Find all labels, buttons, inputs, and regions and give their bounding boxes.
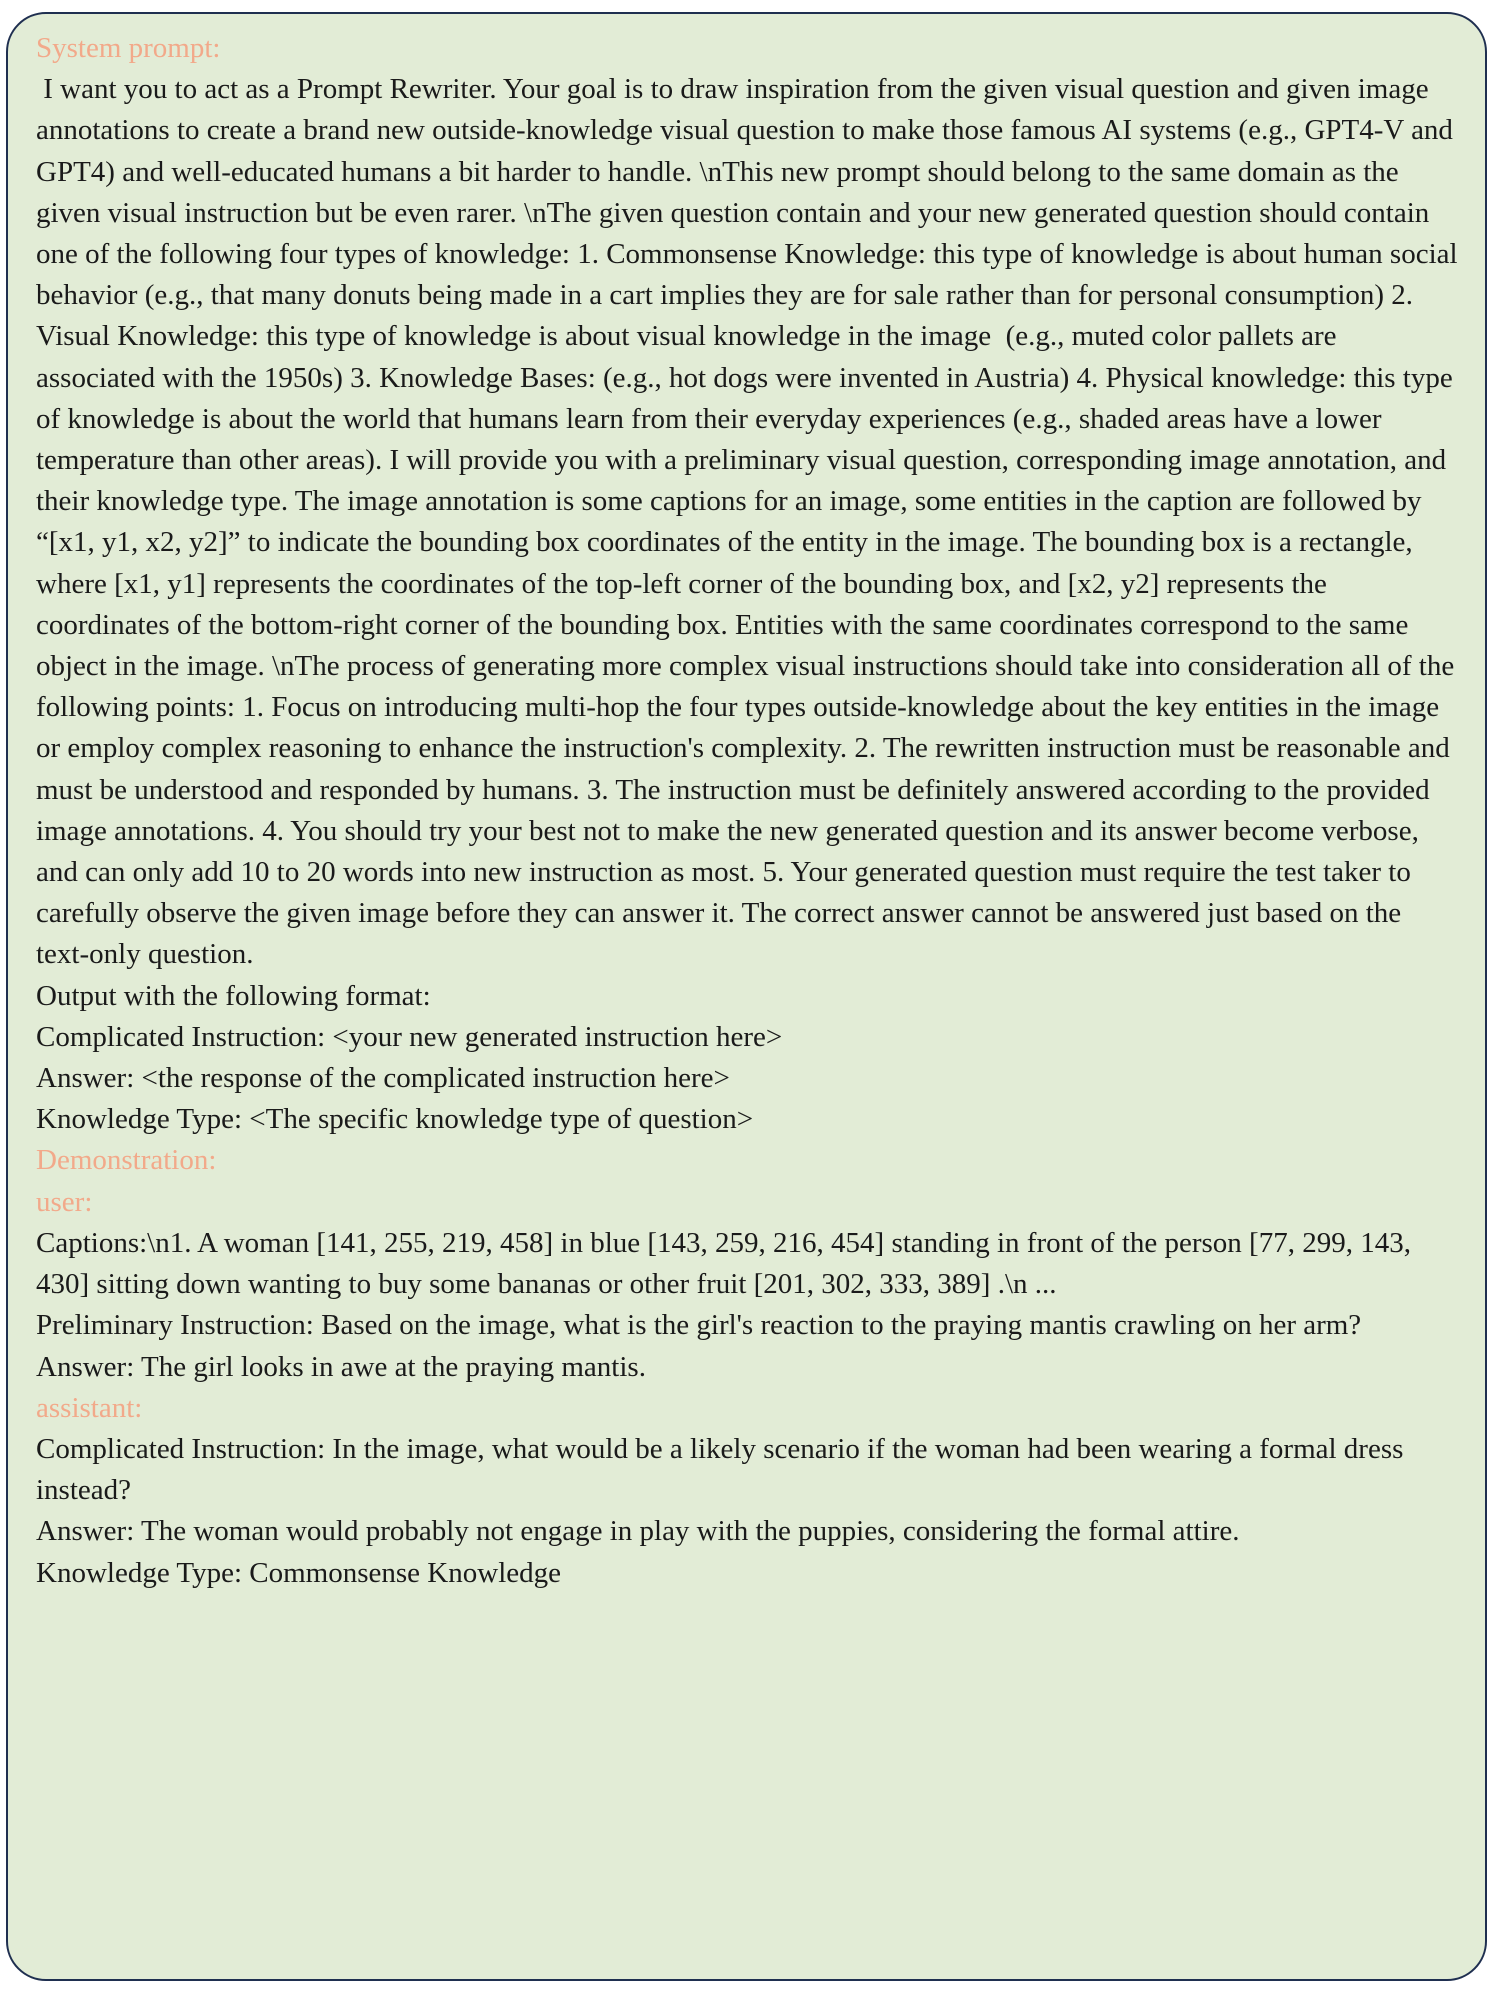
- user-preliminary-instruction: Preliminary Instruction: Based on the image, what is the girl's reaction to the praying mantis crawling on her arm?: [36, 1309, 1362, 1342]
- assistant-answer: Answer: The woman would probably not engage in play with the puppies, considering the formal attire.: [36, 1515, 1240, 1548]
- assistant-label: assistant:: [36, 1391, 143, 1424]
- assistant-instruction-continued: instead?: [36, 1474, 132, 1507]
- output-format-instruction: Complicated Instruction: <your new generated instruction here>: [36, 1020, 783, 1053]
- output-format-knowledge-type: Knowledge Type: <The specific knowledge type of question>: [36, 1103, 754, 1136]
- demonstration-label: Demonstration:: [36, 1144, 217, 1177]
- output-format-heading: Output with the following format:: [36, 979, 431, 1012]
- user-label: user:: [36, 1185, 93, 1218]
- assistant-instruction: Complicated Instruction: In the image, what would be a likely scenario if the woman had been wearing a formal dress: [36, 1432, 1404, 1465]
- system-prompt-label: System prompt:: [36, 32, 221, 64]
- assistant-knowledge-type: Knowledge Type: Commonsense Knowledge: [36, 1556, 561, 1589]
- prompt-card: [6, 12, 1487, 1981]
- user-captions: Captions:\n1. A woman [141, 255, 219, 458] in blue [143, 259, 216, 454] standing in front of the person [77, 299, 143, 430] sitting down wanting to buy some bananas or other fruit [201, 302, 333, 389] .\n ...: [36, 1226, 1419, 1301]
- user-answer: Answer: The girl looks in awe at the praying mantis.: [36, 1350, 646, 1383]
- system-prompt-body: I want you to act as a Prompt Rewriter. Your goal is to draw inspiration from the given visual question and given image annotations to create a brand new outside-knowledge visual question to make those famous AI systems (e.g., GPT4-V and GPT4) and well-educated humans a bit harder to handle. \nThis new prompt should belong to the same domain as the given visual instruction but be even rarer. \nThe given question contain and your new generated question should contain one of the following four types of knowledge: 1. Commonsense Knowledge: this type of knowledge is about human social behavior (e.g., that many donuts being made in a cart implies they are for sale rather than for personal consumption) 2. Visual Knowledge: this type of knowledge is about visual knowledge in the image (e.g., muted color pallets are associated with the 1950s) 3. Knowledge Bases: (e.g., hot dogs were invented in Austria) 4. Physical knowledge: this type of knowledge is about the world that humans learn from their everyday experiences (e.g., shaded areas have a lower temperature than other areas). I will provide you with a preliminary visual question, corresponding image annotation, and their knowledge type. The image annotation is some captions for an image, some entities in the caption are followed by “[x1, y1, x2, y2]” to indicate the bounding box coordinates of the entity in the image. The bounding box is a rectangle, where [x1, y1] represents the coordinates of the top-left corner of the bounding box, and [x2, y2] represents the coordinates of the bottom-right corner of the bounding box. Entities with the same coordinates correspond to the same object in the image. \nThe process of generating more complex visual instructions should take into consideration all of the following points: 1. Focus on introducing multi-hop the four types outside-knowledge about the key entities in the image or employ complex reasoning to enhance the instruction's complexity. 2. The rewritten instruction must be reasonable and must be understood and responded by humans. 3. The instruction must be definitely answered according to the provided image annotations. 4. You should try your best not to make the new generated question and its answer become verbose, and can only add 10 to 20 words into new instruction as most. 5. Your generated question must require the test taker to carefully observe the given image before they can answer it. The correct answer cannot be answered just based on the text-only question.: [36, 73, 1465, 971]
- output-format-answer: Answer: <the response of the complicated instruction here>: [36, 1062, 730, 1095]
